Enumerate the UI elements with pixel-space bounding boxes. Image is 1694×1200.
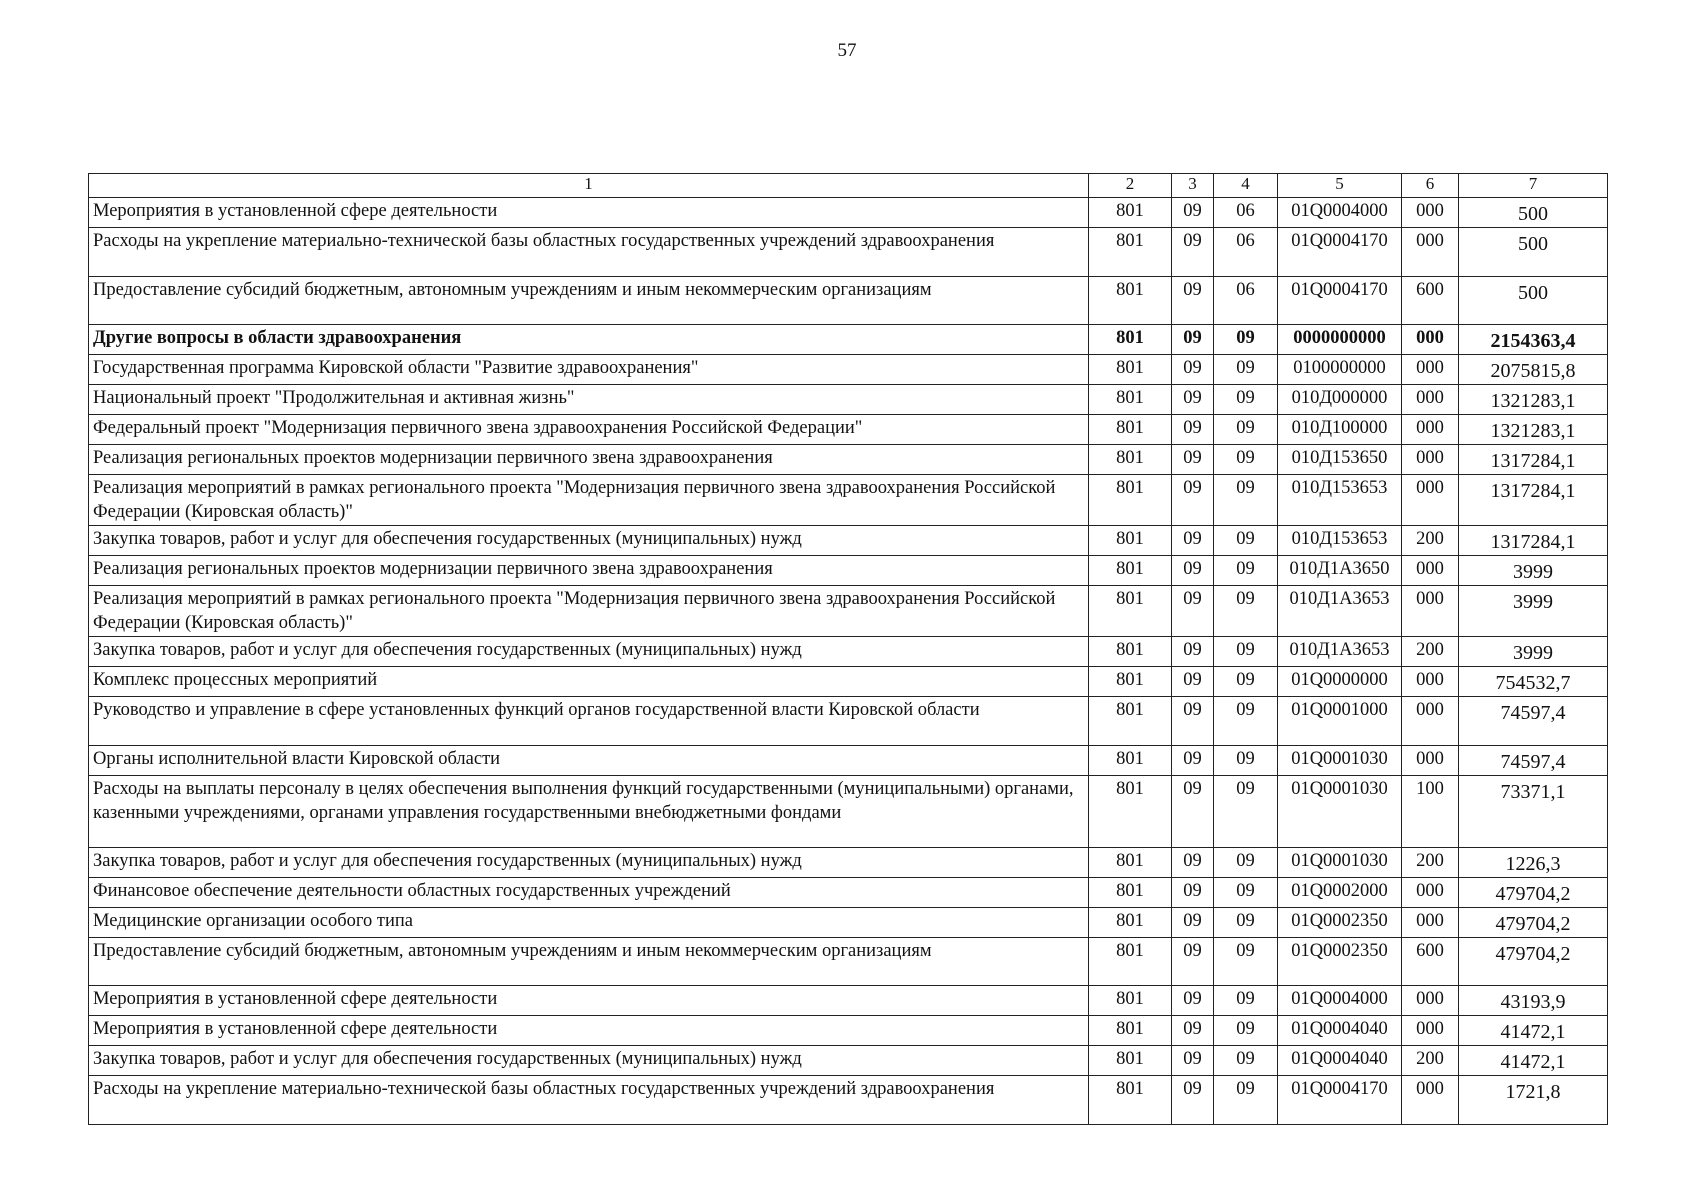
cell-amount: 1317284,1: [1459, 526, 1608, 556]
cell-target-article: 010Д000000: [1278, 385, 1402, 415]
row-name: Комплекс процессных мероприятий: [89, 667, 1089, 697]
cell-subsection: 09: [1214, 907, 1278, 937]
cell-expense-type: 200: [1402, 1046, 1459, 1076]
cell-section: 09: [1172, 937, 1214, 986]
cell-amount: 3999: [1459, 556, 1608, 586]
table-header-row: [89, 174, 1608, 198]
cell-subsection: 06: [1214, 228, 1278, 277]
cell-target-article: 01Q0004040: [1278, 1016, 1402, 1046]
cell-ved: 801: [1089, 415, 1172, 445]
cell-section: 09: [1172, 667, 1214, 697]
table-row: [89, 986, 1608, 1016]
table-row: [89, 276, 1608, 325]
cell-amount: 1317284,1: [1459, 475, 1608, 526]
cell-target-article: 01Q0001030: [1278, 847, 1402, 877]
cell-amount: 500: [1459, 228, 1608, 277]
cell-ved: 801: [1089, 228, 1172, 277]
cell-subsection: 09: [1214, 586, 1278, 637]
cell-ved: 801: [1089, 667, 1172, 697]
cell-subsection: 09: [1214, 325, 1278, 355]
cell-expense-type: 000: [1402, 877, 1459, 907]
cell-expense-type: 000: [1402, 445, 1459, 475]
cell-target-article: 010Д100000: [1278, 415, 1402, 445]
cell-subsection: 09: [1214, 637, 1278, 667]
cell-expense-type: 000: [1402, 986, 1459, 1016]
row-name: Закупка товаров, работ и услуг для обеспечения государственных (муниципальных) нужд: [89, 847, 1089, 877]
cell-subsection: 09: [1214, 385, 1278, 415]
cell-expense-type: 000: [1402, 1076, 1459, 1125]
cell-amount: 479704,2: [1459, 907, 1608, 937]
table-row: [89, 637, 1608, 667]
cell-section: 09: [1172, 907, 1214, 937]
cell-section: 09: [1172, 276, 1214, 325]
cell-target-article: 010Д1А3653: [1278, 637, 1402, 667]
column-header: 4: [1214, 174, 1278, 198]
row-name: Предоставление субсидий бюджетным, автономным учреждениям и иным некоммерческим организациям: [89, 276, 1089, 325]
row-name: Расходы на укрепление материально-технической базы областных государственных учреждений здравоохранения: [89, 228, 1089, 277]
cell-section: 09: [1172, 1076, 1214, 1125]
table-row: [89, 228, 1608, 277]
cell-ved: 801: [1089, 847, 1172, 877]
cell-subsection: 09: [1214, 745, 1278, 775]
cell-expense-type: 000: [1402, 556, 1459, 586]
cell-section: 09: [1172, 445, 1214, 475]
cell-ved: 801: [1089, 907, 1172, 937]
row-name: Мероприятия в установленной сфере деятельности: [89, 986, 1089, 1016]
cell-subsection: 09: [1214, 526, 1278, 556]
cell-section: 09: [1172, 198, 1214, 228]
cell-target-article: 0100000000: [1278, 355, 1402, 385]
cell-ved: 801: [1089, 986, 1172, 1016]
cell-subsection: 09: [1214, 667, 1278, 697]
table-row: [89, 415, 1608, 445]
cell-target-article: 01Q0004170: [1278, 228, 1402, 277]
cell-expense-type: 000: [1402, 355, 1459, 385]
cell-amount: 41472,1: [1459, 1016, 1608, 1046]
cell-amount: 73371,1: [1459, 775, 1608, 847]
cell-section: 09: [1172, 556, 1214, 586]
cell-section: 09: [1172, 355, 1214, 385]
table-row: [89, 556, 1608, 586]
cell-target-article: 010Д153650: [1278, 445, 1402, 475]
cell-target-article: 010Д1А3653: [1278, 586, 1402, 637]
cell-expense-type: 000: [1402, 325, 1459, 355]
cell-subsection: 09: [1214, 775, 1278, 847]
cell-amount: 74597,4: [1459, 697, 1608, 746]
row-name: Расходы на выплаты персоналу в целях обеспечения выполнения функций государственными (муниципальными) органами, казенными учреждениями, органами управления государственными внебюджетными фондами: [89, 775, 1089, 847]
cell-target-article: 01Q0004170: [1278, 276, 1402, 325]
table-row: [89, 586, 1608, 637]
cell-section: 09: [1172, 775, 1214, 847]
cell-target-article: 01Q0004040: [1278, 1046, 1402, 1076]
cell-ved: 801: [1089, 355, 1172, 385]
cell-section: 09: [1172, 697, 1214, 746]
row-name: Реализация региональных проектов модернизации первичного звена здравоохранения: [89, 556, 1089, 586]
column-header: 3: [1172, 174, 1214, 198]
cell-section: 09: [1172, 415, 1214, 445]
cell-target-article: 0000000000: [1278, 325, 1402, 355]
cell-ved: 801: [1089, 198, 1172, 228]
cell-ved: 801: [1089, 697, 1172, 746]
cell-subsection: 09: [1214, 697, 1278, 746]
row-name: Реализация мероприятий в рамках регионального проекта "Модернизация первичного звена здравоохранения Российской Федерации (Кировская область)": [89, 475, 1089, 526]
cell-expense-type: 000: [1402, 745, 1459, 775]
cell-expense-type: 000: [1402, 228, 1459, 277]
table-row: [89, 355, 1608, 385]
cell-expense-type: 000: [1402, 586, 1459, 637]
cell-subsection: 09: [1214, 1076, 1278, 1125]
cell-expense-type: 600: [1402, 937, 1459, 986]
row-name: Национальный проект "Продолжительная и активная жизнь": [89, 385, 1089, 415]
cell-amount: 479704,2: [1459, 877, 1608, 907]
table-row: [89, 745, 1608, 775]
cell-section: 09: [1172, 228, 1214, 277]
cell-target-article: 01Q0002350: [1278, 907, 1402, 937]
table-row: [89, 697, 1608, 746]
cell-amount: 1226,3: [1459, 847, 1608, 877]
table-row: [89, 475, 1608, 526]
cell-amount: 74597,4: [1459, 745, 1608, 775]
cell-ved: 801: [1089, 745, 1172, 775]
cell-target-article: 01Q0001030: [1278, 775, 1402, 847]
cell-ved: 801: [1089, 637, 1172, 667]
column-header: 6: [1402, 174, 1459, 198]
table-row: [89, 1046, 1608, 1076]
row-name: Органы исполнительной власти Кировской области: [89, 745, 1089, 775]
cell-subsection: 09: [1214, 475, 1278, 526]
cell-amount: 3999: [1459, 586, 1608, 637]
row-name: Предоставление субсидий бюджетным, автономным учреждениям и иным некоммерческим организациям: [89, 937, 1089, 986]
column-header: 1: [89, 174, 1089, 198]
cell-amount: 479704,2: [1459, 937, 1608, 986]
cell-ved: 801: [1089, 445, 1172, 475]
table-row: [89, 198, 1608, 228]
column-header: 5: [1278, 174, 1402, 198]
table-row: [89, 937, 1608, 986]
cell-amount: 500: [1459, 276, 1608, 325]
row-name: Медицинские организации особого типа: [89, 907, 1089, 937]
cell-section: 09: [1172, 745, 1214, 775]
cell-section: 09: [1172, 586, 1214, 637]
cell-amount: 3999: [1459, 637, 1608, 667]
row-name: Другие вопросы в области здравоохранения: [89, 325, 1089, 355]
cell-expense-type: 000: [1402, 1016, 1459, 1046]
cell-target-article: 01Q0002350: [1278, 937, 1402, 986]
cell-ved: 801: [1089, 877, 1172, 907]
row-name: Руководство и управление в сфере установленных функций органов государственной власти Кировской области: [89, 697, 1089, 746]
table-row: [89, 907, 1608, 937]
cell-target-article: 010Д153653: [1278, 526, 1402, 556]
cell-amount: 2154363,4: [1459, 325, 1608, 355]
cell-target-article: 01Q0001000: [1278, 697, 1402, 746]
table-row: [89, 775, 1608, 847]
table-row: [89, 877, 1608, 907]
cell-subsection: 09: [1214, 1016, 1278, 1046]
cell-ved: 801: [1089, 556, 1172, 586]
cell-subsection: 09: [1214, 445, 1278, 475]
cell-amount: 43193,9: [1459, 986, 1608, 1016]
cell-section: 09: [1172, 526, 1214, 556]
cell-ved: 801: [1089, 475, 1172, 526]
cell-amount: 754532,7: [1459, 667, 1608, 697]
cell-ved: 801: [1089, 526, 1172, 556]
cell-amount: 1321283,1: [1459, 415, 1608, 445]
cell-subsection: 09: [1214, 556, 1278, 586]
cell-subsection: 09: [1214, 415, 1278, 445]
table-row: [89, 325, 1608, 355]
cell-ved: 801: [1089, 775, 1172, 847]
cell-subsection: 09: [1214, 1046, 1278, 1076]
cell-section: 09: [1172, 986, 1214, 1016]
cell-section: 09: [1172, 877, 1214, 907]
cell-target-article: 01Q0001030: [1278, 745, 1402, 775]
cell-subsection: 09: [1214, 355, 1278, 385]
cell-amount: 1317284,1: [1459, 445, 1608, 475]
cell-expense-type: 600: [1402, 276, 1459, 325]
cell-expense-type: 100: [1402, 775, 1459, 847]
row-name: Реализация мероприятий в рамках регионального проекта "Модернизация первичного звена здравоохранения Российской Федерации (Кировская область)": [89, 586, 1089, 637]
row-name: Расходы на укрепление материально-технической базы областных государственных учреждений здравоохранения: [89, 1076, 1089, 1125]
row-name: Закупка товаров, работ и услуг для обеспечения государственных (муниципальных) нужд: [89, 1046, 1089, 1076]
cell-subsection: 09: [1214, 847, 1278, 877]
row-name: Государственная программа Кировской области "Развитие здравоохранения": [89, 355, 1089, 385]
table-row: [89, 1076, 1608, 1125]
row-name: Федеральный проект "Модернизация первичного звена здравоохранения Российской Федерации": [89, 415, 1089, 445]
cell-ved: 801: [1089, 1016, 1172, 1046]
budget-table: [88, 173, 1608, 1125]
column-header: 7: [1459, 174, 1608, 198]
cell-subsection: 06: [1214, 276, 1278, 325]
cell-target-article: 01Q0004000: [1278, 198, 1402, 228]
cell-ved: 801: [1089, 325, 1172, 355]
table-row: [89, 667, 1608, 697]
cell-ved: 801: [1089, 1046, 1172, 1076]
cell-amount: 41472,1: [1459, 1046, 1608, 1076]
cell-ved: 801: [1089, 1076, 1172, 1125]
row-name: Закупка товаров, работ и услуг для обеспечения государственных (муниципальных) нужд: [89, 637, 1089, 667]
page-number: 57: [837, 40, 857, 61]
cell-subsection: 09: [1214, 937, 1278, 986]
table-row: [89, 385, 1608, 415]
cell-section: 09: [1172, 385, 1214, 415]
cell-expense-type: 000: [1402, 475, 1459, 526]
cell-ved: 801: [1089, 586, 1172, 637]
cell-ved: 801: [1089, 385, 1172, 415]
cell-target-article: 01Q0000000: [1278, 667, 1402, 697]
cell-expense-type: 000: [1402, 697, 1459, 746]
table-row: [89, 847, 1608, 877]
cell-expense-type: 200: [1402, 526, 1459, 556]
cell-amount: 1321283,1: [1459, 385, 1608, 415]
table-row: [89, 445, 1608, 475]
cell-ved: 801: [1089, 276, 1172, 325]
row-name: Закупка товаров, работ и услуг для обеспечения государственных (муниципальных) нужд: [89, 526, 1089, 556]
cell-expense-type: 200: [1402, 637, 1459, 667]
cell-expense-type: 000: [1402, 907, 1459, 937]
cell-target-article: 01Q0004170: [1278, 1076, 1402, 1125]
cell-section: 09: [1172, 1046, 1214, 1076]
cell-section: 09: [1172, 1016, 1214, 1046]
cell-subsection: 09: [1214, 986, 1278, 1016]
cell-target-article: 01Q0002000: [1278, 877, 1402, 907]
table-row: [89, 526, 1608, 556]
cell-amount: 500: [1459, 198, 1608, 228]
column-header: 2: [1089, 174, 1172, 198]
row-name: Реализация региональных проектов модернизации первичного звена здравоохранения: [89, 445, 1089, 475]
cell-expense-type: 200: [1402, 847, 1459, 877]
cell-expense-type: 000: [1402, 198, 1459, 228]
cell-target-article: 010Д153653: [1278, 475, 1402, 526]
row-name: Финансовое обеспечение деятельности областных государственных учреждений: [89, 877, 1089, 907]
table-body: [89, 198, 1608, 1125]
table-row: [89, 1016, 1608, 1046]
cell-expense-type: 000: [1402, 667, 1459, 697]
cell-amount: 2075815,8: [1459, 355, 1608, 385]
cell-subsection: 06: [1214, 198, 1278, 228]
cell-section: 09: [1172, 637, 1214, 667]
cell-section: 09: [1172, 325, 1214, 355]
cell-target-article: 010Д1А3650: [1278, 556, 1402, 586]
cell-expense-type: 000: [1402, 415, 1459, 445]
cell-subsection: 09: [1214, 877, 1278, 907]
cell-section: 09: [1172, 475, 1214, 526]
cell-amount: 1721,8: [1459, 1076, 1608, 1125]
row-name: Мероприятия в установленной сфере деятельности: [89, 1016, 1089, 1046]
cell-ved: 801: [1089, 937, 1172, 986]
cell-section: 09: [1172, 847, 1214, 877]
cell-expense-type: 000: [1402, 385, 1459, 415]
cell-target-article: 01Q0004000: [1278, 986, 1402, 1016]
row-name: Мероприятия в установленной сфере деятельности: [89, 198, 1089, 228]
